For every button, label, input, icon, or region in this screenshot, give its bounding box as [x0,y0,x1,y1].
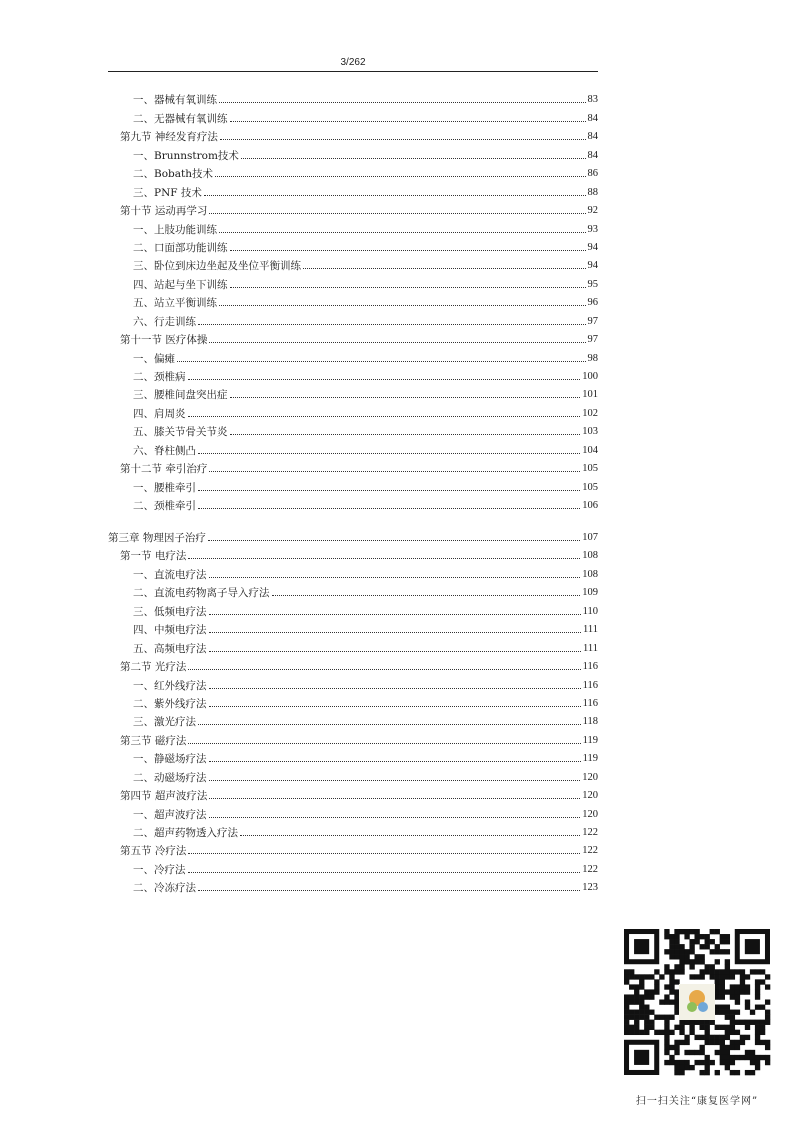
toc-entry-page: 84 [587,112,598,124]
dot-leader [209,688,581,689]
dot-leader [209,471,580,472]
toc-entry-page: 84 [587,131,598,143]
toc-entry-title: 第十二节 牵引治疗 [120,463,208,476]
toc-entry-page: 83 [587,94,598,106]
toc-entry-page: 108 [582,568,598,580]
toc-entry-page: 116 [582,661,598,673]
toc-entry[interactable] [108,618,598,636]
dot-leader [208,540,580,541]
dot-leader [209,761,581,762]
toc-entry-page: 98 [587,352,598,364]
dot-leader [209,577,581,578]
toc-entry-title: 一、冷疗法 [133,863,186,876]
toc-entry[interactable] [108,876,598,894]
dot-leader [230,250,586,251]
toc-entry-title: 二、颈椎病 [133,371,186,383]
toc-entry-page: 122 [582,845,598,857]
toc-entry-title: 五、高频电疗法 [133,642,207,655]
toc-entry-title: 二、动磁场疗法 [133,771,207,784]
dot-leader [188,743,580,744]
toc-entry[interactable] [108,599,598,617]
toc-entry-title: 一、静磁场疗法 [133,753,207,766]
toc-entry-page: 97 [587,315,598,327]
dot-leader [272,595,581,596]
toc-entry-title: 五、膝关节骨关节炎 [133,426,228,439]
toc-entry[interactable] [108,710,598,728]
toc-entry-page: 109 [582,587,598,599]
toc-entry[interactable] [108,217,598,235]
toc-entry-title: 二、冷冻疗法 [133,882,196,895]
toc-entry-title: 第十节 运动再学习 [120,205,208,218]
toc-entry[interactable] [108,857,598,875]
toc-entry[interactable] [108,383,598,401]
toc-entry-page: 122 [582,863,598,875]
toc-entry-page: 84 [587,149,598,161]
toc-entry[interactable] [108,821,598,839]
toc-entry-title: 二、无器械有氧训练 [133,112,228,125]
dot-leader [198,890,580,891]
toc-entry[interactable] [108,236,598,254]
dot-leader [240,835,580,836]
toc-entry[interactable] [108,199,598,217]
toc-entry-page: 104 [582,444,598,456]
toc-entry-title: 二、颈椎牵引 [133,500,196,513]
toc-entry[interactable] [108,106,598,124]
toc-entry-title: 一、超声波疗法 [133,808,207,821]
toc-entry-page: 110 [582,605,598,617]
toc-entry-title: 一、Brunnstrom技术 [133,149,239,162]
toc-entry-page: 96 [587,297,598,309]
toc-entry[interactable] [108,180,598,198]
toc-entry[interactable] [108,475,598,493]
dot-leader [198,724,581,725]
toc-entry-title: 二、口面部功能训练 [133,241,228,254]
toc-entry[interactable] [108,254,598,272]
dot-leader [215,176,585,177]
dot-leader [209,706,581,707]
toc-entry-page: 119 [582,753,598,765]
dot-leader [188,853,580,854]
toc-entry-page: 94 [587,260,598,272]
toc-entry[interactable] [108,544,598,562]
dot-leader [209,632,582,633]
toc-entry-title: 四、站起与坐下训练 [133,278,228,291]
dot-leader [209,342,585,343]
toc-entry[interactable] [108,655,598,673]
toc-entry[interactable] [108,728,598,746]
dot-leader [177,361,586,362]
header-rule [108,71,598,72]
toc-entry-title: 一、直流电疗法 [133,568,207,581]
toc-entry[interactable] [108,562,598,580]
toc-entry[interactable] [108,438,598,456]
dot-leader [209,798,580,799]
toc-entry[interactable] [108,839,598,857]
toc-entry[interactable] [108,420,598,438]
toc-entry[interactable] [108,401,598,419]
toc-entry-title: 第四节 超声波疗法 [120,790,208,803]
toc-entry[interactable] [108,309,598,327]
toc-entry-page: 123 [582,882,598,894]
dot-leader [188,558,580,559]
toc-entry-page: 94 [587,241,598,253]
toc-entry[interactable] [108,494,598,512]
dot-leader [230,121,586,122]
toc-entry[interactable] [108,526,598,544]
toc-entry-title: 四、肩周炎 [133,407,186,420]
toc-entry-title: 二、紫外线疗法 [133,697,207,710]
dot-leader [188,872,581,873]
toc-entry-page: 102 [582,407,598,419]
toc-entry[interactable] [108,673,598,691]
toc-entry-page: 100 [582,371,598,382]
toc-entry-page: 105 [582,463,598,475]
dot-leader [209,651,582,652]
toc-entry[interactable] [108,765,598,783]
toc-entry[interactable] [108,125,598,143]
toc-entry-page: 108 [582,550,598,562]
toc-entry-page: 92 [587,205,598,217]
toc-entry-title: 三、激光疗法 [133,716,196,729]
dot-leader [303,268,586,269]
toc-entry[interactable] [108,692,598,710]
dot-leader [209,817,581,818]
toc-entry[interactable] [108,636,598,654]
toc-entry-page: 107 [582,532,598,543]
toc-entry[interactable] [108,143,598,161]
toc-entry-page: 95 [587,278,598,290]
toc-entry[interactable] [108,784,598,802]
dot-leader [188,379,581,380]
toc-entry-title: 第三章 物理因子治疗 [108,532,206,544]
toc-entry-page: 88 [587,186,598,198]
toc-entry[interactable] [108,581,598,599]
dot-leader [209,614,581,615]
dot-leader [230,287,586,288]
page-number-header: 3/262 [340,57,366,68]
dot-leader [198,453,580,454]
toc-entry-title: 一、器械有氧训练 [133,94,217,107]
dot-leader [198,490,580,491]
toc-entry-page: 93 [587,223,598,235]
toc-entry[interactable] [108,291,598,309]
toc-entry-page: 120 [582,790,598,802]
toc-entry-page: 97 [587,334,598,346]
toc-entry-page: 116 [582,679,598,691]
dot-leader [209,780,581,781]
toc-entry[interactable] [108,346,598,364]
toc-entry-title: 第二节 光疗法 [120,661,187,674]
toc-entry[interactable] [108,162,598,180]
toc-entry-title: 一、腰椎牵引 [133,481,196,494]
toc-entry-title: 第一节 电疗法 [120,550,187,563]
toc-entry-title: 一、红外线疗法 [133,679,207,692]
toc-entry-page: 103 [582,426,598,438]
dot-leader [188,416,581,417]
toc-entry-title: 二、超声药物透入疗法 [133,827,238,839]
toc-entry[interactable] [108,272,598,290]
dot-leader [219,305,586,306]
dot-leader [219,102,586,103]
toc-entry-page: 111 [583,624,598,636]
toc-entry-page: 101 [582,389,598,401]
toc-entry-page: 119 [582,734,598,746]
toc-entry[interactable] [108,747,598,765]
qr-code-block [612,917,782,1107]
toc-entry-title: 一、上肢功能训练 [133,223,217,236]
toc-entry-page: 105 [582,481,598,493]
toc-entry-title: 第五节 冷疗法 [120,845,187,858]
dot-leader [220,139,586,140]
dot-leader [230,397,581,398]
toc-entry-page: 122 [582,827,598,838]
toc-entry-page: 86 [587,168,598,180]
toc-entry[interactable] [108,457,598,475]
toc-entry[interactable] [108,802,598,820]
toc-entry-title: 三、PNF 技术 [133,186,202,199]
toc-entry[interactable] [108,88,598,106]
toc-entry-page: 120 [582,808,598,820]
dot-leader [230,434,581,435]
toc-entry-title: 二、直流电药物离子导入疗法 [133,587,270,600]
toc-entry-title: 六、行走训练 [133,315,196,328]
toc-entry-title: 四、中频电疗法 [133,624,207,637]
dot-leader [188,669,580,670]
toc-entry[interactable] [108,328,598,346]
toc-entry-title: 第九节 神经发育疗法 [120,131,218,144]
toc-entry-title: 二、Bobath技术 [133,168,214,181]
qr-code-image [612,917,782,1087]
toc-entry-title: 一、偏瘫 [133,352,175,365]
toc-entry-page: 106 [582,500,598,512]
toc-entry-title: 三、低频电疗法 [133,605,207,618]
table-of-contents [108,88,598,894]
dot-leader [198,508,580,509]
toc-entry-page: 118 [582,716,598,728]
dot-leader [204,195,586,196]
dot-leader [219,232,586,233]
toc-entry-title: 第十一节 医疗体操 [120,334,208,347]
qr-caption: 扫一扫关注“康复医学网” [635,1096,759,1107]
dot-leader [209,213,585,214]
toc-entry-title: 六、脊柱侧凸 [133,444,196,457]
toc-entry-page: 120 [582,771,598,783]
toc-entry-title: 第三节 磁疗法 [120,734,187,747]
dot-leader [241,158,586,159]
toc-entry-page: 116 [582,697,598,709]
dot-leader [198,324,586,325]
toc-entry[interactable] [108,365,598,383]
toc-entry-title: 三、腰椎间盘突出症 [133,389,228,402]
toc-entry-title: 三、卧位到床边坐起及坐位平衡训练 [133,260,301,273]
toc-entry-title: 五、站立平衡训练 [133,297,217,310]
toc-entry-page: 111 [583,642,598,654]
